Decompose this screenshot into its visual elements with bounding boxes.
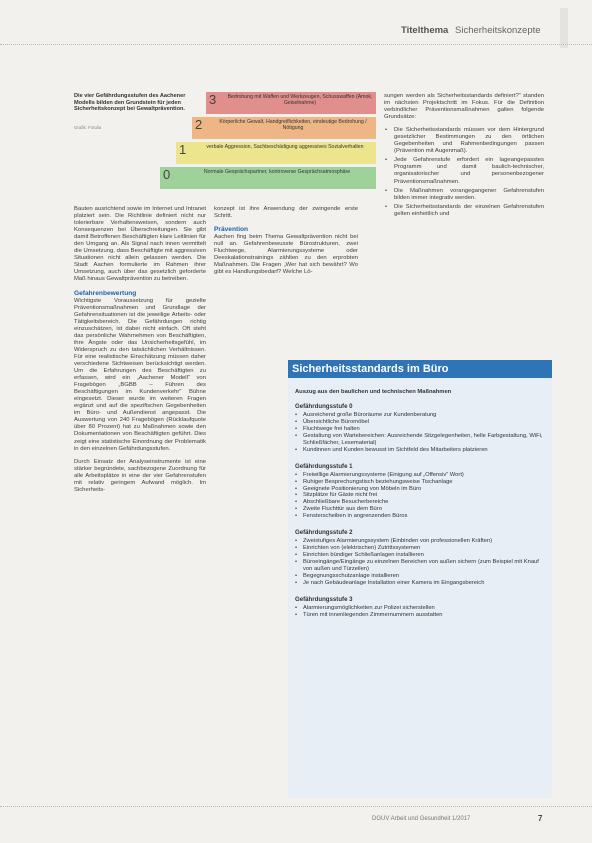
list-item: • Kundinnen und Kunden bewusst im Sichtfeld des Mitarbeiters platzieren bbox=[295, 447, 549, 454]
list-item: • Alarmierungsmöglichkeiten zur Polizei sicherstellen bbox=[295, 605, 549, 612]
body-paragraph: Wichtigste Voraussetzung für gezielte Präventionsmaßnahmen und Grundlage der Gefahrensituationen ist die jeweilige Arbeits- oder Tätigkeitsbereich. Die Gefährdungen richtig einzuschätzen, ist dabei nicht einfach. Oft steht das persönliche Wahrnehmen von Beschäftigten, ihre Ängste oder das Unsicherheitsgefühl, im Widerspruch zu den tatsächlichen Verhältnissen. Für eine realistische Einschätzung müssen daher verschiedene Sichtweisen berücksichtigt werden. Um die Erfahrungen des Beschäftigten zu erfassen, wird ein „Aachener Modell“ von Fragebögen „BGBB – Führen des Beschäftigungen im Kundenverkehr“ Bühne eingesetzt. Dieser wurde im weiteren Fragen ergänzt und auf die spezifischen Gegebenheiten im Büro- und Außendienst angepasst. Die Auswertung von 240 Fragebögen (Rücklaufquote über 80 Prozent) hat zu Maßnahmen sowie den Dokumentationen von Beschäftigten geführt. Dies zeigt eine statistische Einordnung der Problematik in den einzelnen Gefährdungsstufen. bbox=[74, 297, 206, 452]
list-item: • Die Maßnahmen vorangegangener Gefahrenstufen bilden immer integrativ werden. bbox=[384, 188, 544, 202]
hazard-level-description: Körperliche Gewalt, Handgreiflichkeiten, eindeutige Bedrohung / Nötigung bbox=[219, 119, 367, 132]
list-item: • Zweite Fluchttür aus dem Büro bbox=[295, 506, 549, 513]
principles-list bbox=[384, 127, 544, 218]
body-paragraph: Durch Einsatz der Analyseinstrumente ist eine stärker begründete, sachbezogene Zuordnung für alle Arbeitsplätze in eine der vier Gefahrenstufen mit relativ geringem Aufwand möglich. Im Sicherheits- bbox=[74, 458, 206, 493]
hazard-group bbox=[295, 404, 549, 454]
right-column bbox=[384, 93, 544, 220]
list-item: • Büroeingänge/Eingänge zu einzelnen Bereichen von außen sichern (zum Beispiel mit Knauf von außen und Türzeilen) bbox=[295, 559, 549, 573]
figure-caption: Die vier Gefährdungsstufen des Aachener Modells bilden den Grundstein für jeden Sicherheitskonzept bei Gewaltprävention. bbox=[74, 93, 186, 113]
hazard-group bbox=[295, 464, 549, 521]
hazard-group bbox=[295, 530, 549, 587]
list-item: • Türen mit innenliegenden Zimmernummern ausstatten bbox=[295, 612, 549, 619]
list-item: • Geeignete Positionierung von Möbeln im Büro bbox=[295, 486, 549, 493]
list-item: • Gestaltung von Wartebereichen: Ausreichende Sitzgelegenheiten, helle Farbgestaltung, WiFi, Schließfächer, Lesematerial) bbox=[295, 433, 549, 447]
middle-column bbox=[214, 206, 358, 282]
info-box-intro: Auszug aus den baulichen und technischen Maßnahmen bbox=[295, 389, 452, 395]
hazard-level-1 bbox=[176, 142, 376, 164]
footer-source: DGUV Arbeit und Gesundheit 1/2017 bbox=[372, 816, 471, 822]
list-item: • Fensterscheiben in angrenzenden Büros bbox=[295, 513, 549, 520]
hazard-level-number: 1 bbox=[179, 142, 187, 157]
list-item: • Abschließbare Besucherbereiche bbox=[295, 499, 549, 506]
list-item: • Ruhiger Besprechungstisch beziehungsweise Tischanlage bbox=[295, 479, 549, 486]
list-item: • Einrichten von (elektrischen) Zutrittssystemen bbox=[295, 545, 549, 552]
body-paragraph: sungen werden als Sicherheitsstandards definiert?“ standen im nächsten Projektschritt im Fokus. Für die Definition verbindlicher Präventionsmaßnahmen galten folgende Grundsätze: bbox=[384, 93, 544, 121]
page-edge-tab bbox=[560, 8, 568, 48]
body-paragraph: Aachen fing beim Thema Gewaltprävention nicht bei null an. Gefahrenbewusste Bürostrukturen, zwei Fluchtwege, Alarmierungssysteme oder Deeskalationstrainings zählten zu den erprobten Maßnahmen. Die Fragen „Wer hat sich bewährt? Wo gibt es Handlungsbedarf? Welche Lö- bbox=[214, 234, 358, 276]
hazard-group-heading: Gefährdungsstufe 1 bbox=[295, 462, 353, 470]
hazard-group-heading: Gefährdungsstufe 0 bbox=[295, 403, 353, 410]
list-item: • Je nach Gebäudeanlage Installation einer Kamera im Eingangsbereich bbox=[295, 580, 549, 587]
hazard-level-0 bbox=[160, 167, 376, 189]
list-item: • Fluchtwege frei halten bbox=[295, 426, 549, 433]
section-heading-praevention: Prävention bbox=[214, 226, 249, 234]
header-section-label: Titelthema bbox=[401, 25, 449, 36]
list-item: • Die Sicherheitsstandards der einzelnen Gefahrenstufen gelten einheitlich und bbox=[384, 204, 544, 218]
list-item: • Die Sicherheitsstandards müssen vor dem Hintergrund gesetzlicher Bestimmungen zu den örtlichen Gegebenheiten und Rahmenbedingungen passen (Prävention mit Augenmaß). bbox=[384, 127, 544, 155]
list-item: • Freiwillige Alarmierungssysteme (Einigung auf „Offensiv“ Wort) bbox=[295, 472, 549, 479]
list-item: • Begegnungsschutzanlage installieren bbox=[295, 573, 549, 580]
list-item: • Sitzplätze für Gäste nicht frei bbox=[295, 492, 549, 499]
info-box-content bbox=[295, 404, 549, 629]
figure-credit: Grafik: Fotolia bbox=[74, 125, 102, 130]
page-number: 7 bbox=[538, 814, 543, 823]
hazard-level-description: Bedrohung mit Waffen und Werkzeugen, Schusswaffen (Amok, Geiselnahme) bbox=[227, 94, 373, 107]
body-paragraph: Bauten ausrichtend sowie im Internet und Intranet platziert sein. Die Richtlinie definiert nicht nur tolerierbare Verhaltensweisen, sondern auch Konsequenzen bei Überschreitungen. Sie gibt damit Betroffenen Beschäftigten klare Leitlinien für den Umgang an. Als Signal nach innen vermittelt die Umsetzung, dass Beschäftigte mit aggressiven Situationen nicht allein gelassen werden. Die Stadt Aachen formulierte im Rahmen ihrer Umsetzung, auch über das gesetzlich geforderte Maß hinaus Gewaltprävention zu betreiben. bbox=[74, 206, 206, 283]
hazard-level-description: Normale Gesprächspartner, kontroverse Gesprächsatmosphäre bbox=[203, 169, 351, 175]
hazard-level-2 bbox=[192, 117, 376, 139]
hazard-level-number: 2 bbox=[195, 117, 203, 132]
section-heading-gefahrenbewertung: Gefahrenbewertung bbox=[74, 289, 137, 297]
header-divider bbox=[0, 44, 592, 45]
body-paragraph: konzept ist ihre Anwendung der zwingende erste Schritt. bbox=[214, 206, 358, 220]
list-item: • Übersichtliche Büromöbel bbox=[295, 419, 549, 426]
hazard-level-3 bbox=[206, 92, 376, 114]
hazard-level-description: verbale Aggression, Sachbeschädigung aggressives Sozialverhalten bbox=[206, 144, 364, 150]
list-item: • Jede Gefahrenstufe erfordert ein lageangepasstes Programm und damit baulich-technischer, organisatorischer und personenbezogener Präventionsmaßnahmen. bbox=[384, 157, 544, 185]
left-column bbox=[74, 206, 206, 500]
hazard-group bbox=[295, 597, 549, 619]
header-title: Sicherheitskonzepte bbox=[455, 25, 541, 36]
hazard-group-heading: Gefährdungsstufe 2 bbox=[295, 529, 353, 537]
hazard-group-heading: Gefährdungsstufe 3 bbox=[295, 595, 353, 603]
list-item: • Ausreichend große Büroräume zur Kundenberatung bbox=[295, 412, 549, 419]
list-item: • Zweistufiges Alarmierungssystem (Einbinden von professionellen Kräften) bbox=[295, 538, 549, 545]
info-box-title: Sicherheitsstandards im Büro bbox=[288, 360, 552, 378]
hazard-level-number: 3 bbox=[209, 92, 217, 107]
list-item: • Einrichten bündiger Schließanlagen installieren bbox=[295, 552, 549, 559]
footer-divider bbox=[0, 806, 592, 807]
hazard-level-number: 0 bbox=[163, 167, 171, 182]
